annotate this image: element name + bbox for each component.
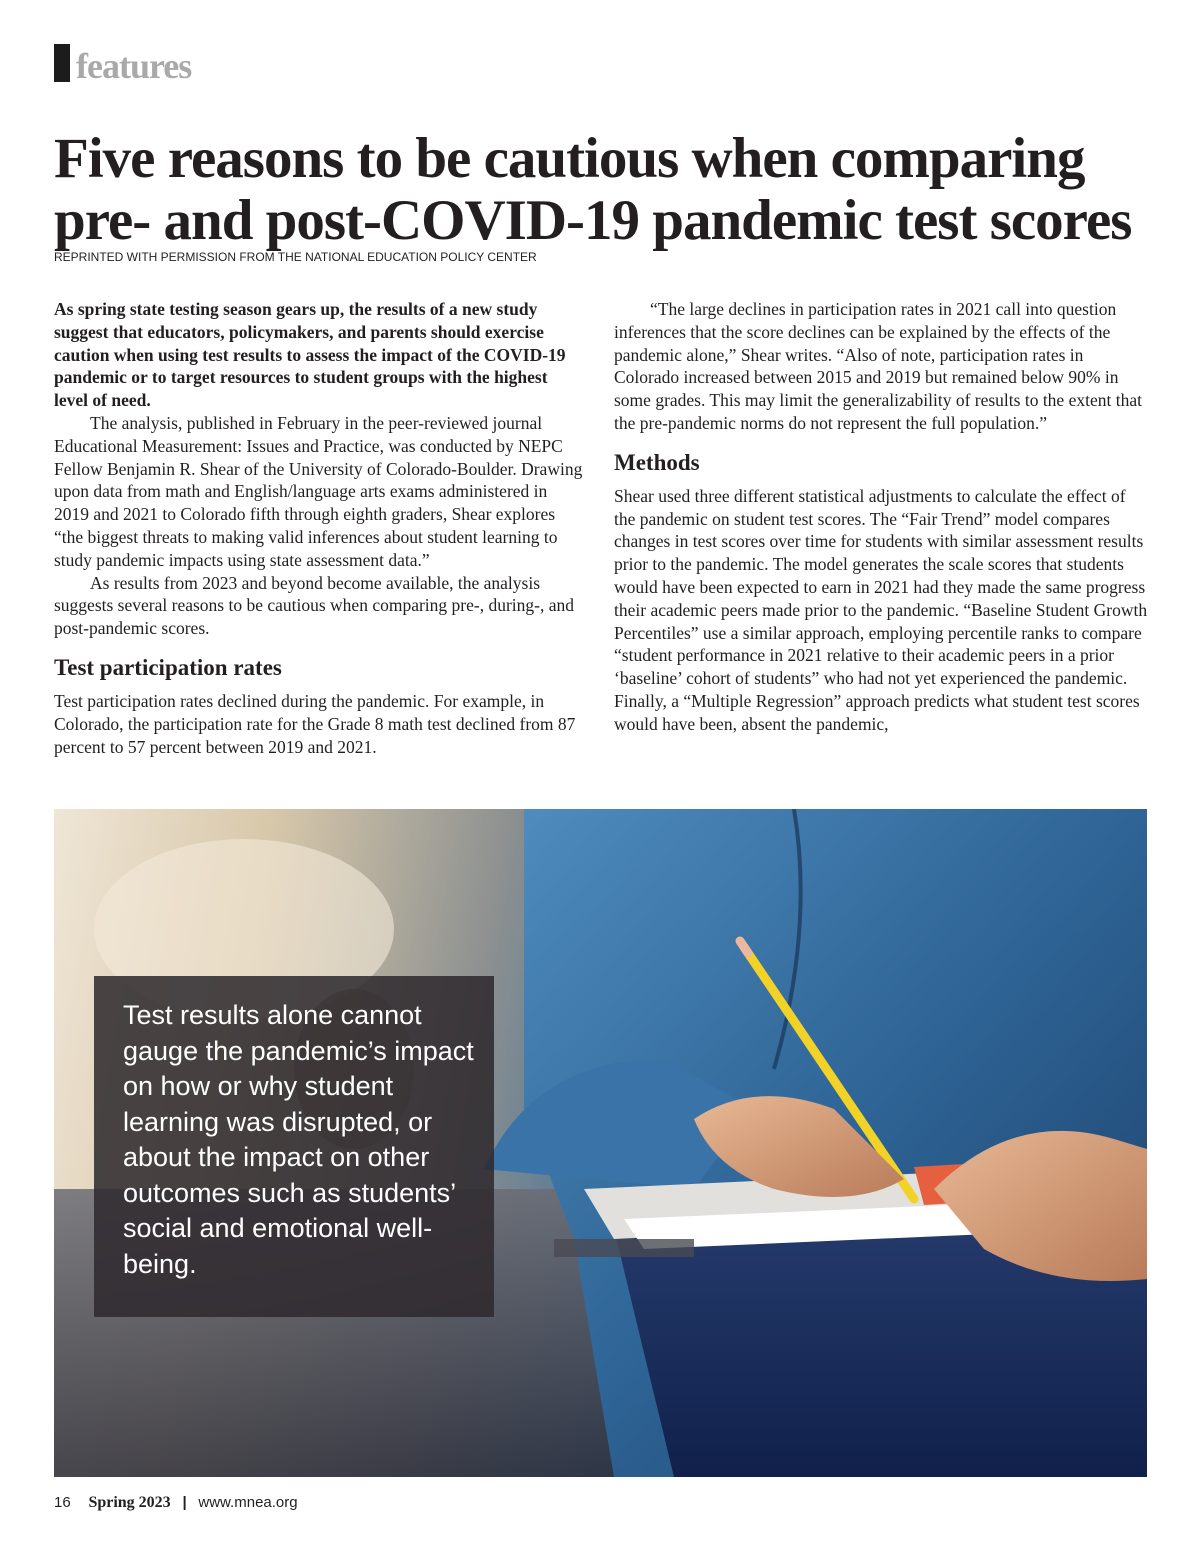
body-paragraph: The analysis, published in February in the peer-reviewed journal Educational Measurement: Issues and Practice, was conducted by NEPC Fellow Benjamin R. Shear of the University of Colorado-Boulder. Drawing upon data from math and English/language arts exams administered in 2019 and 2021 to Colorado fifth through eighth graders, Shear explores “the biggest threats to making valid inferences about student learning to study pandemic impacts using state assessment data.”	[54, 412, 583, 570]
reprint-credit: REPRINTED WITH PERMISSION FROM THE NATIONAL EDUCATION POLICY CENTER	[54, 250, 537, 264]
left-column	[54, 298, 584, 758]
pull-quote	[94, 976, 494, 1317]
page-footer	[54, 1494, 298, 1512]
website-link[interactable]: www.mnea.org	[198, 1494, 298, 1511]
body-paragraph: Test participation rates declined during the pandemic. For example, in Colorado, the participation rate for the Grade 8 math test declined from 87 percent to 57 percent between 2019 and 2021.	[54, 690, 576, 757]
lead-paragraph: As spring state testing season gears up, the results of a new study suggest that educators, policymakers, and parents should exercise caution when using test results to assess the impact of the COVID-19 pandemic or to target resources to student groups with the highest level of need.	[54, 299, 566, 411]
section-bar	[54, 44, 70, 82]
body-paragraph: Shear used three different statistical adjustments to calculate the effect of the pandemic on student test scores. The “Fair Trend” model compares changes in test scores over time for students with similar assessment results prior to the pandemic. The model generates the scale scores that students would have been expected to earn in 2021 had they made the same progress their academic peers made prior to the pandemic. “Baseline Student Growth Percentiles” use a similar approach, employing percentile ranks to compare “student performance in 2021 relative to their academic peers in a prior ‘baseline’ cohort of students” who had not yet experienced the pandemic. Finally, a “Multiple Regression” approach predicts what student test scores would have been, absent the pandemic,	[614, 485, 1148, 734]
right-column	[614, 298, 1149, 736]
body-paragraph: “The large declines in participation rates in 2021 call into question inferences that the score declines can be explained by the effects of the pandemic alone,” Shear writes. “Also of note, participation rates in Colorado increased between 2015 and 2019 but remained below 90% in some grades. This may limit the generalizability of results to the extent that the pre-pandemic norms do not represent the full population.”	[614, 299, 1142, 433]
subhead-methods: Methods	[614, 449, 700, 475]
section-label: features	[76, 46, 192, 86]
headline-line-1: Five reasons to be cautious when comparing	[54, 127, 1085, 190]
article-headline	[54, 128, 1164, 252]
page-number: 16	[54, 1494, 71, 1511]
issue-label: Spring 2023	[88, 1494, 171, 1511]
body-paragraph: As results from 2023 and beyond become available, the analysis suggests several reasons to be cautious when comparing pre-, during-, and post-pandemic scores.	[54, 572, 574, 639]
footer-separator: |	[182, 1494, 187, 1511]
pull-quote-text: Test results alone cannot gauge the pandemic’s impact on how or why student learning was disrupted, or about the impact on other outcomes such as students’ social and emotional well-being.	[123, 1000, 474, 1279]
headline-line-2: pre- and post-COVID-19 pandemic test scores	[54, 189, 1132, 252]
subhead-participation: Test participation rates	[54, 654, 282, 680]
